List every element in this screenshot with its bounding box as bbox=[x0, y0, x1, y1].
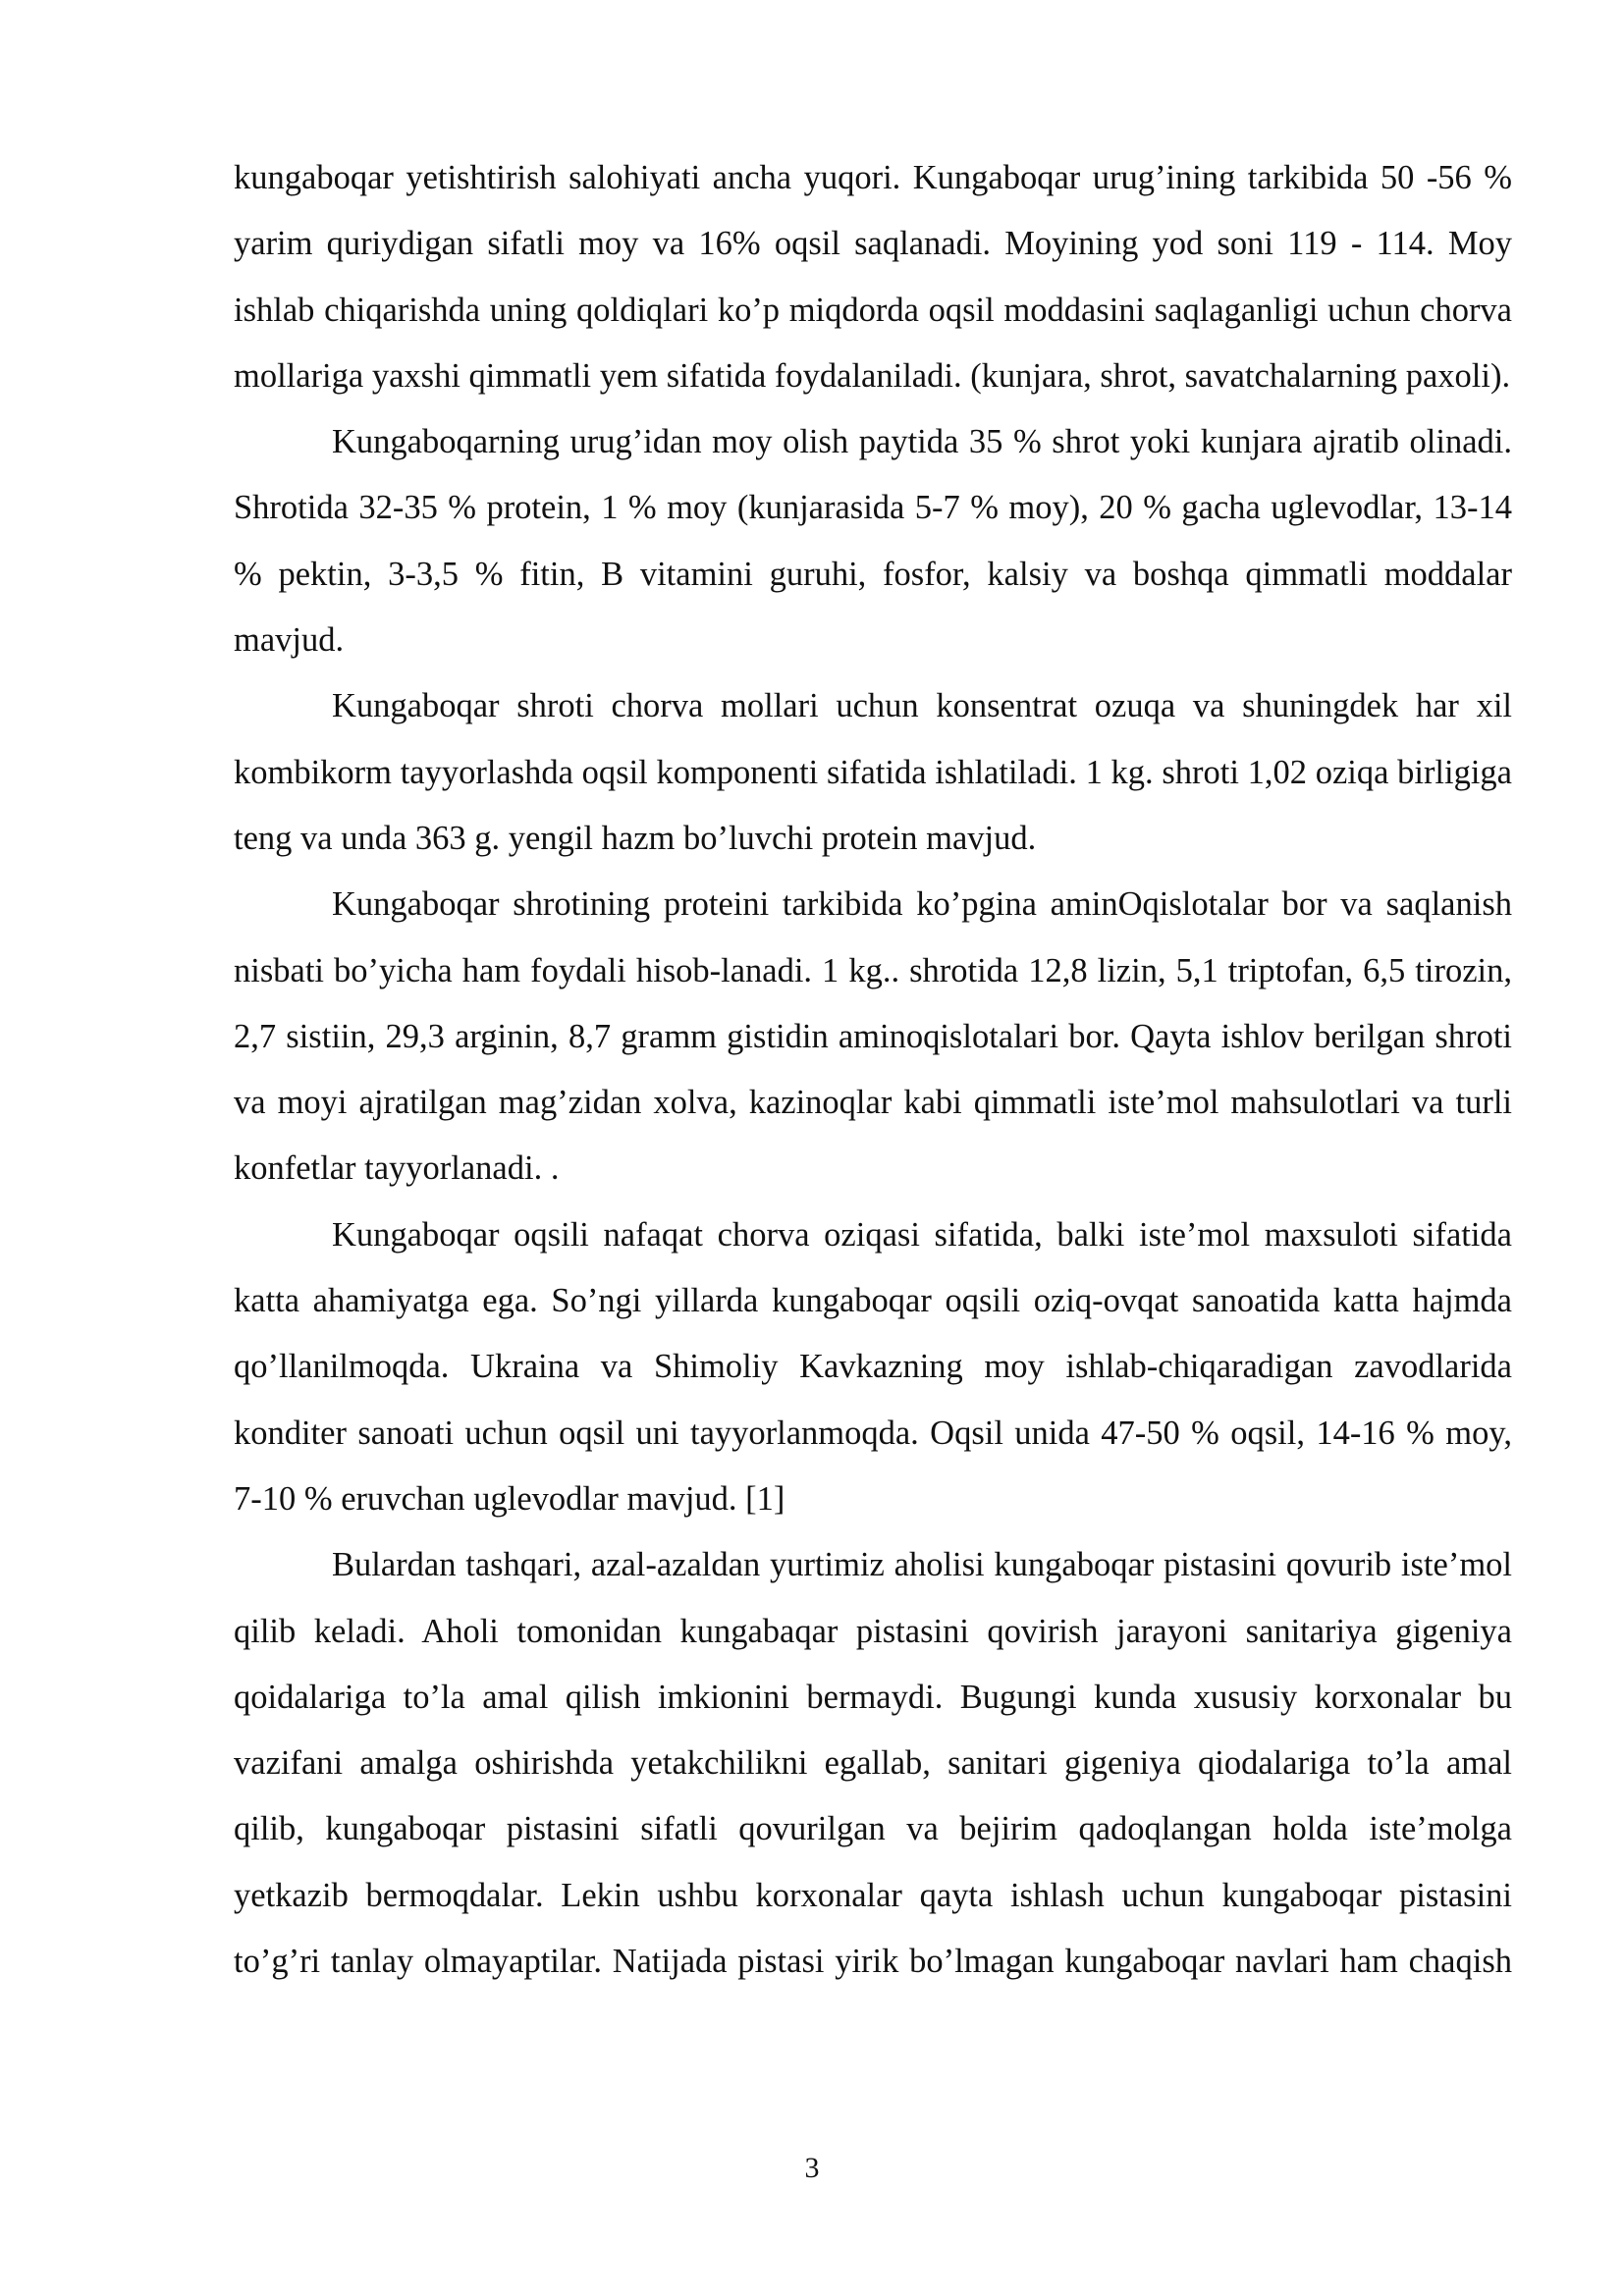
paragraph-pista: Bulardan tashqari, azal-azaldan yurtimiz aholisi kungaboqar pistasini qovurib iste’mol qilib keladi. Aholi tomonidan kungabaqar pistasini qovirish jarayoni sanitariya gigeniya qoidalariga to’la amal qilish imkionini bermaydi. Bugungi kunda xususiy korxonalar bu vazifani amalga oshirishda yetakchilikni egallab, sanitari gigeniya qiodalariga to’la amal qilib, kungaboqar pistasini sifatli qovurilgan va bejirim qadoqlangan holda iste’molga yetkazib bermoqdalar. Lekin ushbu korxonalar qayta ishlash uchun kungaboqar pistasini to’g’ri tanlay olmayaptilar. Natijada pistasi yirik bo’lmagan kungaboqar navlari ham chaqish bbox=[234, 1546, 1512, 1981]
paragraph-oqsil: Kungaboqar oqsili nafaqat chorva oziqasi sifatida, balki iste’mol maxsuloti sifatida katta ahamiyatga ega. So’ngi yillarda kungaboqar oqsili oziq-ovqat sanoatida katta hajmda qo’llanilmoqda. Ukraina va Shimoliy Kavkazning moy ishlab-chiqaradigan zavodlarida konditer sanoati uchun oqsil uni tayyorlanmoqda. Oqsil unida 47-50 % oqsil, 14-16 % moy, 7-10 % eruvchan uglevodlar mavjud. [1] bbox=[234, 1215, 1512, 1518]
paragraph-continuation: kungaboqar yetishtirish salohiyati ancha yuqori. Kungaboqar urug’ining tarkibida 50 -56 % yarim quriydigan sifatli moy va 16% oqsil saqlanadi. Moyining yod soni 119 - 114. Moy ishlab chiqarishda uning qoldiqlari ko’p miqdorda oqsil moddasini saqlaganligi uchun chorva mollariga yaxshi qimmatli yem sifatida foydalaniladi. (kunjara, shrot, savatchalarning paxoli). bbox=[234, 159, 1512, 395]
document-body bbox=[234, 145, 1512, 1995]
paragraph-shrot-protein: Kungaboqar shrotining proteini tarkibida ko’pgina aminOqislotalar bor va saqlanish nisbati bo’yicha ham foydali hisob-lanadi. 1 kg.. shrotida 12,8 lizin, 5,1 triptofan, 6,5 tirozin, 2,7 sistiin, 29,3 arginin, 8,7 gramm gistidin aminoqislotalari bor. Qayta ishlov berilgan shroti va moyi ajratilgan mag’zidan xolva, kazinoqlar kabi qimmatli iste’mol mahsulotlari va turli konfetlar tayyorlanadi. . bbox=[234, 885, 1512, 1188]
paragraph-shrot-usage: Kungaboqar shroti chorva mollari uchun konsentrat ozuqa va shuningdek har xil kombikorm tayyorlashda oqsil komponenti sifatida ishlatiladi. 1 kg. shroti 1,02 oziqa birligiga teng va unda 363 g. yengil hazm bo’luvchi protein mavjud. bbox=[234, 687, 1512, 857]
paragraph-shrot-kunjara: Kungaboqarning urug’idan moy olish paytida 35 % shrot yoki kunjara ajratib olinadi. Shrotida 32-35 % protein, 1 % moy (kunjarasida 5-7 % moy), 20 % gacha uglevodlar, 13-14 % pektin, 3-3,5 % fitin, B vitamini guruhi, fosfor, kalsiy va boshqa qimmatli moddalar mavjud. bbox=[234, 423, 1512, 660]
page-number: 3 bbox=[804, 2152, 820, 2184]
